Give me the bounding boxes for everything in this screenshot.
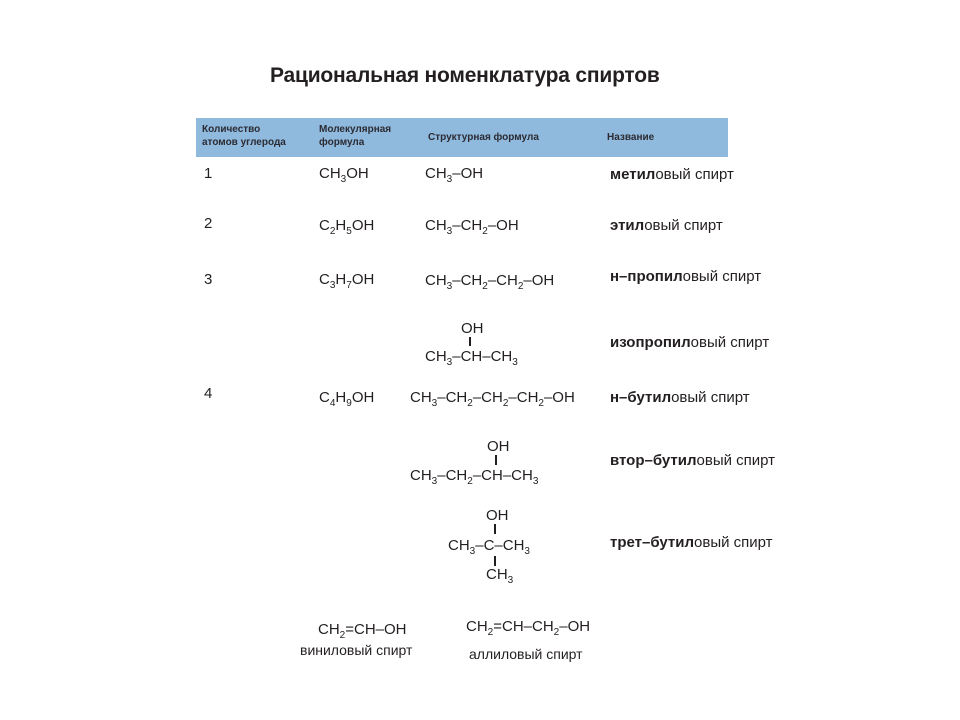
vinyl-name: виниловый спирт bbox=[300, 642, 413, 658]
s: 3 bbox=[532, 476, 539, 487]
row4-name bbox=[610, 389, 750, 406]
t: –CH bbox=[437, 389, 468, 406]
tertbutyl-bottom bbox=[486, 566, 514, 586]
s: 2 bbox=[517, 281, 524, 292]
b: трет–бутил bbox=[610, 534, 695, 551]
t: –OH bbox=[452, 165, 484, 182]
isopropyl-bond bbox=[469, 337, 471, 346]
t: –CH bbox=[487, 272, 518, 289]
s: 3 bbox=[507, 575, 514, 586]
r: овый спирт bbox=[690, 334, 770, 351]
s: 2 bbox=[482, 226, 488, 237]
t: CH bbox=[448, 537, 470, 554]
tertbutyl-bond-bottom bbox=[494, 556, 496, 566]
row1-count: 1 bbox=[204, 165, 213, 182]
secbutyl-structural bbox=[410, 467, 539, 487]
s: 3 bbox=[469, 546, 476, 557]
s: 3 bbox=[524, 546, 530, 557]
r: овый спирт bbox=[644, 217, 723, 234]
page-title: Рациональная номенклатура спиртов bbox=[270, 64, 660, 87]
s: 7 bbox=[346, 280, 352, 291]
s: 2 bbox=[482, 281, 488, 292]
t: C bbox=[319, 389, 330, 406]
t: OH bbox=[351, 217, 375, 234]
allyl-name: аллиловый спирт bbox=[469, 646, 583, 662]
b: метил bbox=[610, 166, 656, 183]
t: CH bbox=[425, 348, 447, 365]
row3-molecular bbox=[319, 271, 375, 291]
t: C bbox=[319, 217, 330, 234]
header-count-line2: атомов углерода bbox=[202, 137, 286, 148]
isopropyl-structural bbox=[425, 348, 518, 368]
header-count bbox=[202, 123, 286, 149]
s: 3 bbox=[446, 174, 453, 185]
tertbutyl-bond-top bbox=[494, 524, 496, 534]
t: –CH–CH bbox=[472, 467, 533, 484]
t: CH bbox=[466, 618, 488, 635]
row3-count: 3 bbox=[204, 271, 213, 288]
b: н–пропил bbox=[610, 268, 683, 285]
row2-structural bbox=[425, 217, 519, 237]
t: CH bbox=[410, 467, 432, 484]
t: CH bbox=[319, 165, 341, 182]
header-molecular-line2: формула bbox=[319, 137, 365, 148]
s: 3 bbox=[446, 281, 453, 292]
t: –CH bbox=[437, 467, 468, 484]
s: 2 bbox=[487, 627, 494, 638]
row4-structural bbox=[410, 389, 575, 409]
tertbutyl-name bbox=[610, 534, 773, 551]
t: OH bbox=[351, 389, 375, 406]
t: =CH–OH bbox=[345, 621, 407, 638]
s: 3 bbox=[446, 357, 453, 368]
s: 3 bbox=[512, 357, 518, 368]
b: втор–бутил bbox=[610, 452, 697, 469]
t: –CH bbox=[472, 389, 503, 406]
row2-molecular bbox=[319, 217, 375, 237]
s: 3 bbox=[446, 226, 453, 237]
t: –OH bbox=[543, 389, 575, 406]
t: –OH bbox=[559, 618, 591, 635]
row1-structural bbox=[425, 165, 484, 185]
allyl-formula bbox=[466, 618, 591, 638]
row2-name bbox=[610, 217, 723, 234]
header-molecular-line1: Молекулярная bbox=[319, 124, 392, 135]
header-count-line1: Количество bbox=[202, 124, 261, 135]
t: OH bbox=[346, 165, 369, 182]
row2-count: 2 bbox=[204, 215, 213, 232]
t: –CH bbox=[452, 272, 483, 289]
vinyl-formula bbox=[318, 621, 407, 641]
t: CH bbox=[425, 165, 447, 182]
r: овый спирт bbox=[682, 268, 762, 285]
r: овый спирт bbox=[694, 534, 773, 551]
secbutyl-bond bbox=[495, 455, 497, 465]
row4-molecular bbox=[319, 389, 375, 409]
secbutyl-oh: OH bbox=[487, 438, 510, 455]
t: CH bbox=[425, 272, 447, 289]
t: OH bbox=[351, 271, 375, 288]
row1-molecular bbox=[319, 165, 369, 185]
s: 2 bbox=[329, 226, 336, 237]
row4-count: 4 bbox=[204, 385, 213, 402]
row1-name bbox=[610, 166, 734, 183]
t: CH bbox=[410, 389, 432, 406]
b: н–бутил bbox=[610, 389, 672, 406]
t: H bbox=[335, 217, 347, 234]
t: C bbox=[319, 271, 330, 288]
t: –CH bbox=[508, 389, 539, 406]
tertbutyl-structural bbox=[448, 537, 530, 557]
t: –OH bbox=[487, 217, 519, 234]
s: 3 bbox=[329, 280, 336, 291]
s: 2 bbox=[339, 630, 346, 641]
t: –C–CH bbox=[475, 537, 525, 554]
t: =CH–CH bbox=[493, 618, 554, 635]
s: 4 bbox=[329, 398, 336, 409]
t: –CH–CH bbox=[452, 348, 513, 365]
secbutyl-name bbox=[610, 452, 775, 469]
t: H bbox=[335, 271, 347, 288]
b: изопропил bbox=[610, 334, 691, 351]
isopropyl-name bbox=[610, 334, 769, 351]
s: 3 bbox=[431, 476, 438, 487]
s: 3 bbox=[340, 174, 347, 185]
s: 9 bbox=[346, 398, 352, 409]
isopropyl-oh: OH bbox=[461, 320, 484, 337]
row3-structural bbox=[425, 272, 555, 292]
t: CH bbox=[425, 217, 447, 234]
t: –CH bbox=[452, 217, 483, 234]
s: 2 bbox=[553, 627, 560, 638]
header-name: Название bbox=[607, 132, 655, 143]
t: CH bbox=[486, 566, 508, 583]
t: CH bbox=[318, 621, 340, 638]
row3-name bbox=[610, 268, 761, 285]
tertbutyl-oh: OH bbox=[486, 507, 509, 524]
r: овый спирт bbox=[696, 452, 776, 469]
s: 2 bbox=[538, 398, 544, 409]
header-molecular bbox=[319, 123, 391, 149]
s: 3 bbox=[431, 398, 438, 409]
s: 2 bbox=[502, 398, 509, 409]
r: овый спирт bbox=[671, 389, 750, 406]
t: H bbox=[335, 389, 347, 406]
s: 5 bbox=[346, 226, 352, 237]
s: 2 bbox=[467, 398, 473, 409]
t: –OH bbox=[523, 272, 555, 289]
r: овый спирт bbox=[655, 166, 734, 183]
s: 2 bbox=[467, 476, 473, 487]
header-structural: Структурная формула bbox=[428, 132, 539, 143]
b: этил bbox=[610, 217, 645, 234]
